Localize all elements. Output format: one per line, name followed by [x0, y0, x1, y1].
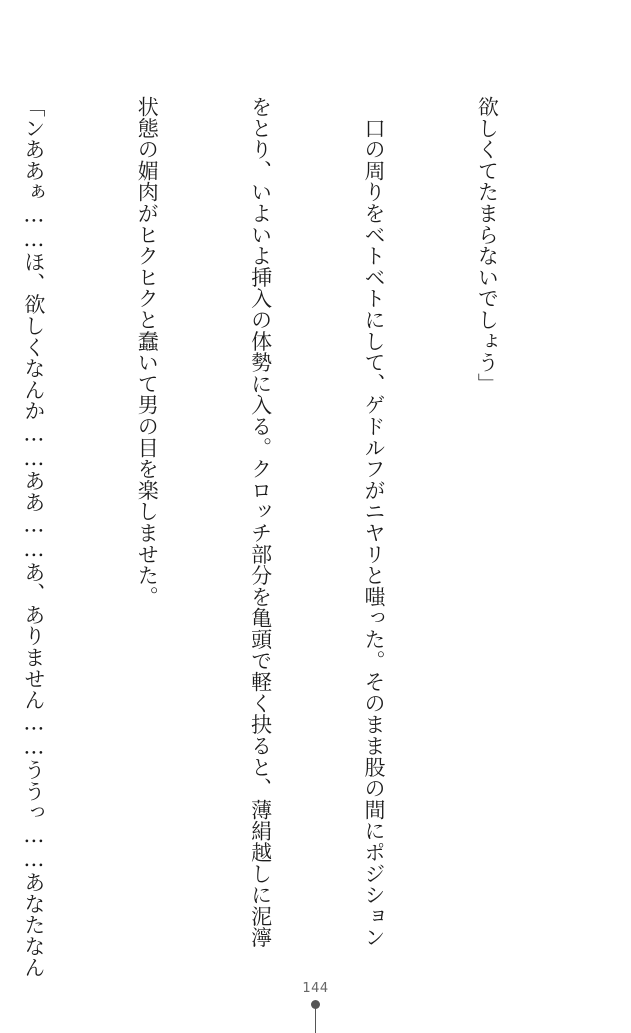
body-text [0, 96, 581, 978]
text-line: 「ンああぁ……ほ、欲しくなんか……ああ……あ、ありません……ううっ……あなたなん [21, 96, 46, 978]
folio-line-divider [315, 1008, 316, 1033]
text-line: 欲しくてたまらないでしょう」 [475, 96, 500, 395]
text-line: をとり、いよいよ挿入の体勢に入る。クロッチ部分を亀頭で軽く抉ると、薄絹越しに泥濘 [248, 96, 273, 948]
page-number: 144 [302, 981, 329, 996]
text-line: 口の周りをベトベトにして、ゲドルフがニヤリと嗤った。そのまま股の間にポジション [362, 96, 387, 948]
text-line: 状態の媚肉がヒクヒクと蠢いて男の目を楽しませた。 [135, 96, 160, 608]
